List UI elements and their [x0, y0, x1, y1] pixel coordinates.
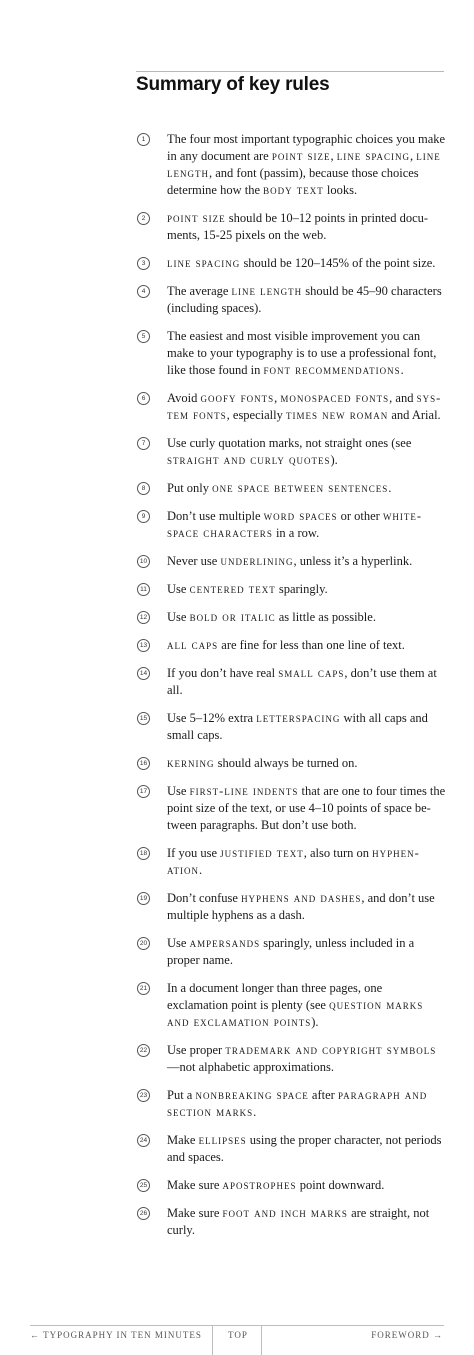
rule-cross-reference[interactable]: system fonts — [167, 391, 441, 422]
rule-number-icon: 20 — [137, 937, 150, 950]
rule-text — [167, 211, 428, 242]
rule-text — [167, 981, 423, 1029]
rule-text-segment: Use — [167, 610, 190, 624]
rule-item — [136, 1132, 446, 1166]
rule-cross-reference[interactable]: goofy fonts — [200, 391, 275, 405]
rule-text-segment: The four most important typographic choices you make in any document are — [167, 132, 446, 163]
footer-rule — [30, 1325, 444, 1326]
rule-cross-reference[interactable]: centered text — [189, 582, 276, 596]
rule-text — [167, 784, 445, 832]
rule-text — [167, 666, 437, 697]
rule-number-icon: 10 — [137, 555, 150, 568]
rule-text — [167, 481, 391, 495]
rule-item — [136, 283, 446, 317]
rule-cross-reference[interactable]: kerning — [167, 756, 215, 770]
rule-item — [136, 935, 446, 969]
rule-item — [136, 783, 446, 834]
rule-item — [136, 581, 446, 598]
rule-cross-reference[interactable]: paragraph and section marks — [167, 1088, 428, 1119]
rule-number-icon: 4 — [137, 285, 150, 298]
rule-number-icon: 1 — [137, 133, 150, 146]
prev-chapter-link[interactable]: ← TYPOGRAPHY IN TEN MINUTES — [30, 1330, 202, 1340]
rule-text-segment: using the proper character, not periods and spaces. — [167, 1133, 442, 1164]
rule-item — [136, 665, 446, 699]
rule-text — [167, 582, 328, 596]
rule-text-segment: with all caps and small caps. — [167, 711, 428, 742]
rule-text-segment: are straight, not curly. — [167, 1206, 430, 1237]
rule-text-segment: , especially — [226, 408, 286, 422]
page-title: Summary of key rules — [136, 74, 330, 95]
rule-text — [167, 1178, 384, 1192]
rule-number-icon: 5 — [137, 330, 150, 343]
rules-list — [136, 131, 446, 1250]
rule-cross-reference[interactable]: all caps — [167, 638, 219, 652]
rule-text — [167, 284, 442, 315]
rule-text-segment: in a row. — [272, 526, 320, 540]
rule-text — [167, 711, 428, 742]
rule-number-icon: 23 — [137, 1089, 150, 1102]
rule-number-icon: 7 — [137, 437, 150, 450]
rule-text — [167, 891, 435, 922]
rule-text — [167, 846, 419, 877]
rule-item — [136, 131, 446, 199]
rule-text — [167, 936, 414, 967]
rule-text-segment: Make sure — [167, 1206, 223, 1220]
rule-cross-reference[interactable]: body text — [263, 183, 324, 197]
rule-number-icon: 13 — [137, 639, 150, 652]
rule-text-segment: ). — [330, 453, 338, 467]
rule-text-segment: as little as possible. — [275, 610, 376, 624]
rule-text-segment: are fine for less than one line of text. — [218, 638, 405, 652]
rule-cross-reference[interactable]: point size — [271, 149, 331, 163]
rule-number-icon: 8 — [137, 482, 150, 495]
rule-text-segment: Use proper — [167, 1043, 226, 1057]
rule-text-segment: —not alphabetic approximations. — [167, 1060, 334, 1074]
rule-text-segment: , also turn on — [303, 846, 373, 860]
rule-text-segment: , and font (passim), because those choices determine how the — [167, 166, 419, 197]
rule-text-segment: If you use — [167, 846, 221, 860]
rule-item — [136, 210, 446, 244]
rule-number-icon: 15 — [137, 712, 150, 725]
rule-text — [167, 436, 411, 467]
rule-text-segment: , — [330, 149, 337, 163]
rule-text-segment: Don’t confuse — [167, 891, 242, 905]
rule-cross-reference[interactable]: straight and curly quotes — [167, 453, 331, 467]
rule-item — [136, 553, 446, 570]
rule-cross-reference[interactable]: apostrophes — [222, 1178, 297, 1192]
rule-text-segment: Use — [167, 936, 190, 950]
rule-cross-reference[interactable]: line length — [167, 149, 441, 180]
rule-cross-reference[interactable]: ellipses — [198, 1133, 247, 1147]
rule-cross-reference[interactable]: point size — [167, 211, 226, 225]
rule-text — [167, 132, 445, 197]
rule-item — [136, 435, 446, 469]
rule-cross-reference[interactable]: question marks and exclamation points — [167, 998, 424, 1029]
rule-cross-reference[interactable]: small caps — [278, 666, 345, 680]
rule-cross-reference[interactable]: times new roman — [286, 408, 389, 422]
rule-text-segment: The easiest and most visible improvement you can make to your typography is to use a professional font, like those found in — [167, 329, 437, 377]
rule-item — [136, 609, 446, 626]
top-rule — [136, 71, 444, 72]
rule-item — [136, 480, 446, 497]
rule-text-segment: Put only — [167, 481, 213, 495]
rule-item — [136, 637, 446, 654]
rule-cross-reference[interactable]: one space between sentences — [212, 481, 389, 495]
rule-text-segment: Make — [167, 1133, 199, 1147]
rule-text — [167, 638, 405, 652]
rule-number-icon: 6 — [137, 392, 150, 405]
rule-text-segment: Never use — [167, 554, 221, 568]
rule-item — [136, 1177, 446, 1194]
rule-number-icon: 18 — [137, 847, 150, 860]
rule-text — [167, 1043, 436, 1074]
rule-number-icon: 17 — [137, 785, 150, 798]
rule-text-segment: or other — [337, 509, 383, 523]
rule-text-segment: sparingly. — [275, 582, 328, 596]
rule-number-icon: 16 — [137, 757, 150, 770]
rule-cross-reference[interactable]: white-space characters — [167, 509, 423, 540]
rule-number-icon: 12 — [137, 611, 150, 624]
rule-number-icon: 26 — [137, 1207, 150, 1220]
rule-cross-reference[interactable]: ampersands — [189, 936, 261, 950]
rule-text — [167, 610, 376, 624]
rule-text-segment: . — [400, 363, 404, 377]
rule-item — [136, 980, 446, 1031]
rule-number-icon: 21 — [137, 982, 150, 995]
rule-cross-reference[interactable]: first-line indents — [189, 784, 299, 798]
next-chapter-link[interactable]: FOREWORD → — [371, 1330, 443, 1340]
rule-cross-reference[interactable]: hyphens and dashes — [241, 891, 362, 905]
rule-cross-reference[interactable]: hyphenation — [167, 846, 419, 877]
rule-text-segment: , unless it’s a hyperlink. — [293, 554, 413, 568]
rule-item — [136, 890, 446, 924]
rule-number-icon: 9 — [137, 510, 150, 523]
rule-text-segment: after — [308, 1088, 338, 1102]
rule-number-icon: 3 — [137, 257, 150, 270]
rule-text-segment: The average — [167, 284, 232, 298]
rule-text — [167, 329, 436, 377]
rule-text-segment: looks. — [323, 183, 358, 197]
rule-item — [136, 755, 446, 772]
rule-text-segment: , don’t use them at all. — [167, 666, 437, 697]
rule-text-segment: Use 5–12% extra — [167, 711, 257, 725]
rule-text-segment: Avoid — [167, 391, 201, 405]
rule-item — [136, 508, 446, 542]
rule-text — [167, 1206, 429, 1237]
rule-number-icon: 2 — [137, 212, 150, 225]
rule-text-segment: point downward. — [296, 1178, 385, 1192]
rule-text-segment: , and don’t use multiple hyphens as a dash. — [167, 891, 435, 922]
footer-divider — [212, 1325, 213, 1355]
rule-item — [136, 390, 446, 424]
rule-text-segment: , and — [389, 391, 417, 405]
rule-text-segment: should always be turned on. — [214, 756, 358, 770]
rule-cross-reference[interactable]: monospaced fonts — [280, 391, 390, 405]
rule-cross-reference[interactable]: line spacing — [336, 149, 411, 163]
rule-number-icon: 24 — [137, 1134, 150, 1147]
rule-item — [136, 1205, 446, 1239]
rule-text-segment: should be 45–90 characters (including spaces). — [167, 284, 442, 315]
rule-text — [167, 509, 422, 540]
rule-cross-reference[interactable]: bold or italic — [189, 610, 276, 624]
rule-text — [167, 256, 435, 270]
rule-text-segment: ). — [311, 1015, 319, 1029]
rule-item — [136, 1042, 446, 1076]
rule-item — [136, 710, 446, 744]
rule-cross-reference[interactable]: line length — [231, 284, 303, 298]
rule-cross-reference[interactable]: line spacing — [167, 256, 241, 270]
rule-text — [167, 1133, 442, 1164]
rule-number-icon: 22 — [137, 1044, 150, 1057]
rule-item — [136, 1087, 446, 1121]
rule-cross-reference[interactable]: font recommendations — [263, 363, 401, 377]
rule-text — [167, 756, 358, 770]
rule-text-segment: . — [253, 1105, 257, 1119]
rule-text — [167, 554, 412, 568]
top-link[interactable]: TOP — [228, 1330, 248, 1340]
rule-text-segment: Use — [167, 784, 190, 798]
rule-cross-reference[interactable]: nonbreaking space — [195, 1088, 309, 1102]
rule-text-segment: Make sure — [167, 1178, 223, 1192]
rule-cross-reference[interactable]: foot and inch marks — [222, 1206, 348, 1220]
rule-cross-reference[interactable]: justified text — [220, 846, 304, 860]
rule-cross-reference[interactable]: trademark and copyright symbols — [225, 1043, 437, 1057]
rule-cross-reference[interactable]: word spaces — [263, 509, 338, 523]
rule-text-segment: and Arial. — [388, 408, 441, 422]
rule-item — [136, 328, 446, 379]
rule-text-segment: sparingly, unless included in a proper name. — [167, 936, 415, 967]
rule-text-segment: should be 120–145% of the point size. — [240, 256, 436, 270]
rule-text-segment: Use curly quotation marks, not straight ones (see — [167, 436, 412, 450]
rule-cross-reference[interactable]: letterspacing — [256, 711, 341, 725]
rule-number-icon: 19 — [137, 892, 150, 905]
rule-text-segment: , — [274, 391, 281, 405]
rule-text-segment: Don’t use multiple — [167, 509, 264, 523]
rule-item — [136, 845, 446, 879]
rule-text-segment: In a document longer than three pages, one exclamation point is plenty (see — [167, 981, 383, 1012]
rule-text — [167, 1088, 427, 1119]
rule-number-icon: 11 — [137, 583, 150, 596]
rule-text-segment: Put a — [167, 1088, 196, 1102]
footer-divider — [261, 1325, 262, 1355]
rule-text-segment: should be 10–12 points in printed documents, 15-25 pixels on the web. — [167, 211, 429, 242]
rule-cross-reference[interactable]: underlining — [220, 554, 294, 568]
rule-text-segment: If you don’t have real — [167, 666, 279, 680]
rule-number-icon: 25 — [137, 1179, 150, 1192]
rule-text-segment: , — [410, 149, 417, 163]
rule-number-icon: 14 — [137, 667, 150, 680]
rule-text — [167, 391, 441, 422]
rule-text-segment: . — [388, 481, 392, 495]
rule-text-segment: that are one to four times the point size of the text, or use 4–10 points of space between paragraphs. But don’t use both. — [167, 784, 446, 832]
rule-text-segment: Use — [167, 582, 190, 596]
rule-text-segment: . — [199, 863, 203, 877]
rule-item — [136, 255, 446, 272]
